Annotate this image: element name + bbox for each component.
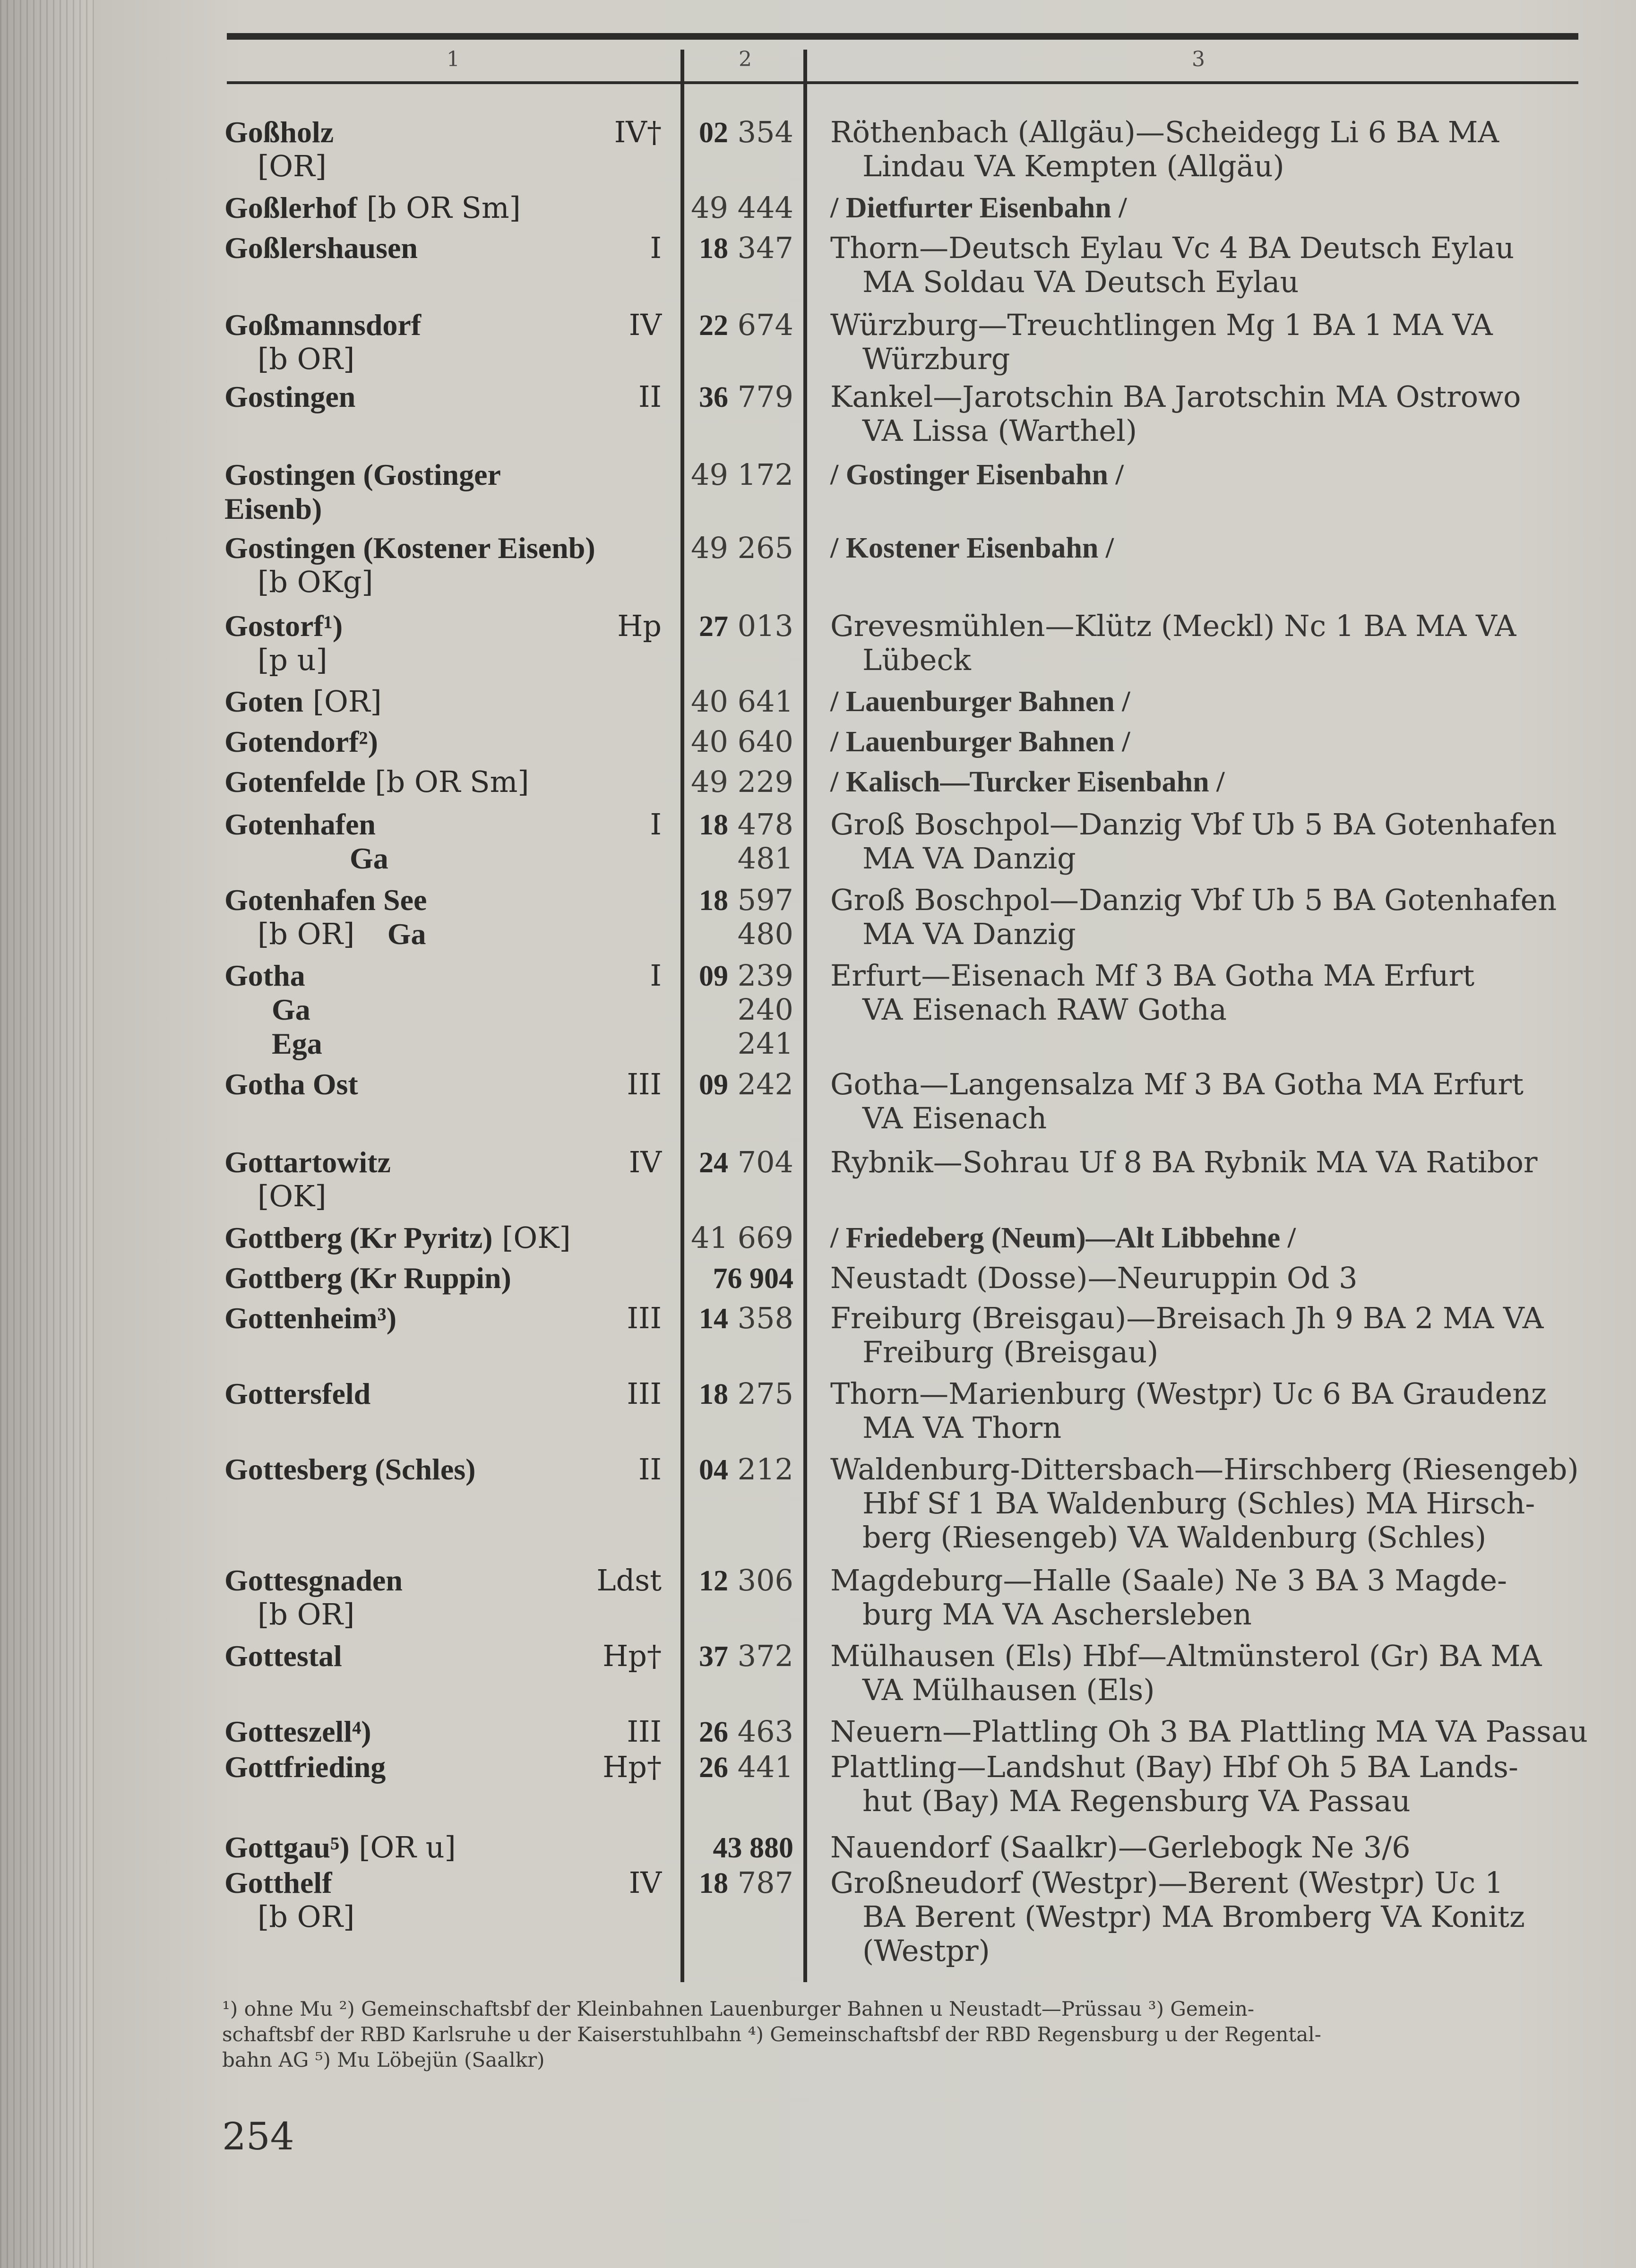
station-qualifier: [b OR Sm] xyxy=(365,765,529,799)
route-line-3: (Westpr) xyxy=(862,1933,990,1968)
station-name-text: Gostingen (Kostener Eisenb) xyxy=(224,531,595,565)
station-name-text: Gottenheim³) xyxy=(224,1301,396,1335)
station-name-text: Gotthelf xyxy=(224,1866,332,1899)
station-name-line-2 xyxy=(258,147,327,185)
route-line-2: VA Eisenach RAW Gotha xyxy=(862,992,1227,1027)
station-number-suffix: 347 xyxy=(737,231,793,265)
station-number xyxy=(699,1864,793,1902)
station-name-line-2-text: [b OR] xyxy=(258,1597,355,1632)
station-qualifier: [OK] xyxy=(492,1220,571,1255)
station-name-line-2-text: Ga xyxy=(350,842,388,875)
station-name-text: Gotha Ost xyxy=(224,1067,358,1101)
station-name-line-2-text: Ga xyxy=(272,993,310,1026)
station-name xyxy=(224,1375,370,1413)
footnote-line-1: ¹) ohne Mu ²) Gemeinschaftsbf der Kleinbahnen Lauenburger Bahnen u Neustadt—Prüssau ³) Gemein- xyxy=(222,1997,1255,2020)
station-number-prefix: 43 880 xyxy=(713,1832,793,1864)
column-number-2: 2 xyxy=(739,47,752,71)
station-number-suffix: 41 669 xyxy=(691,1220,793,1255)
station-number-suffix: 597 xyxy=(737,883,793,917)
station-name-text: Gotha xyxy=(224,959,305,992)
station-name xyxy=(224,378,355,416)
station-number-prefix: 26 xyxy=(698,1716,728,1748)
route-line-1: Kankel—Jarotschin BA Jarotschin MA Ostrowo xyxy=(830,379,1521,414)
station-number xyxy=(699,1065,793,1103)
station-number-prefix: 12 xyxy=(698,1565,728,1597)
route-line-2: VA Eisenach xyxy=(862,1101,1047,1135)
station-name-line-2 xyxy=(258,563,373,601)
station-name-text: Gottesgnaden xyxy=(224,1564,403,1597)
route-line-1: Groß Boschpol—Danzig Vbf Ub 5 BA Gotenhafen xyxy=(830,883,1557,917)
route-line-1: Groß Boschpol—Danzig Vbf Ub 5 BA Gotenhafen xyxy=(830,807,1557,842)
station-name xyxy=(224,1065,358,1103)
station-class: I xyxy=(650,958,662,993)
station-name-line-2-text: [b OR] xyxy=(258,917,355,951)
station-number-prefix: 04 xyxy=(698,1454,728,1486)
station-name xyxy=(224,1713,371,1751)
station-name xyxy=(224,957,305,995)
station-class: Hp† xyxy=(603,1639,662,1673)
station-name-line-2 xyxy=(258,1596,354,1633)
station-number-alt: 480 xyxy=(737,917,793,951)
station-number-prefix: 26 xyxy=(698,1752,728,1784)
station-number xyxy=(699,1713,793,1751)
station-class: III xyxy=(627,1067,662,1101)
station-class: IV xyxy=(629,1865,662,1900)
station-name-line-2 xyxy=(258,1898,354,1936)
station-class: IV xyxy=(629,1145,662,1179)
route-line-1: Grevesmühlen—Klütz (Meckl) Nc 1 BA MA VA xyxy=(830,609,1516,643)
station-name-line-2-text: [p u] xyxy=(258,643,327,677)
station-number-suffix: 441 xyxy=(737,1750,793,1784)
route-line-2: VA Lissa (Warthel) xyxy=(862,413,1137,448)
station-number-suffix: 306 xyxy=(737,1563,793,1598)
route-line-1: / Lauenburger Bahnen / xyxy=(830,686,1130,718)
station-qualifier: [OR u] xyxy=(349,1830,456,1864)
route-line-2: Lübeck xyxy=(862,643,971,677)
station-name xyxy=(224,683,382,721)
station-number-suffix: 49 265 xyxy=(691,531,793,565)
station-number-suffix: 704 xyxy=(737,1145,793,1179)
station-class: I xyxy=(650,807,662,842)
station-number-prefix: 18 xyxy=(698,232,728,265)
station-name xyxy=(224,1259,511,1297)
station-name-text: Goten xyxy=(224,685,304,718)
station-number-suffix: 40 641 xyxy=(691,684,793,719)
route-line-1: Nauendorf (Saalkr)—Gerlebogk Ne 3/6 xyxy=(830,1830,1411,1864)
station-class: I xyxy=(650,231,662,265)
station-number xyxy=(691,763,793,801)
route-line-1: / Kalisch—Turcker Eisenbahn / xyxy=(830,766,1225,798)
station-name-text: Gottersfeld xyxy=(224,1377,371,1410)
station-number xyxy=(691,723,793,761)
station-number xyxy=(699,113,793,151)
station-class: III xyxy=(627,1714,662,1749)
station-number xyxy=(699,957,793,995)
station-number-suffix: 49 172 xyxy=(691,457,793,492)
footnote-line-2: schaftsbf der RBD Karlsruhe u der Kaiserstuhlbahn ⁴) Gemeinschaftsbf der RBD Regensburg u der Regental- xyxy=(222,2023,1321,2046)
station-name xyxy=(224,529,595,567)
station-class: II xyxy=(638,379,662,414)
route-line-1: Würzburg—Treuchtlingen Mg 1 BA 1 MA VA xyxy=(830,308,1493,342)
station-number xyxy=(699,1451,793,1488)
route-line-1: Großneudorf (Westpr)—Berent (Westpr) Uc 1 xyxy=(830,1865,1504,1900)
station-number xyxy=(699,607,793,645)
station-name-text: Goßlerhof xyxy=(224,191,357,224)
station-name-text: Gostingen (Gostinger xyxy=(224,458,501,491)
route-line-2: burg MA VA Aschersleben xyxy=(862,1597,1252,1632)
station-number-suffix: 49 229 xyxy=(691,765,793,799)
station-name-text: Gottberg (Kr Pyritz) xyxy=(224,1221,493,1254)
station-name-line-3-text: Ega xyxy=(272,1027,322,1060)
station-name xyxy=(224,229,418,267)
station-name-line-3 xyxy=(272,1025,322,1063)
route-line-2: MA VA Danzig xyxy=(862,841,1076,876)
station-name xyxy=(224,806,376,843)
station-class: Hp† xyxy=(603,1750,662,1784)
station-name-text: Gotteszell⁴) xyxy=(224,1715,371,1748)
route-line-1: / Kostener Eisenbahn / xyxy=(830,532,1114,564)
route-line-1: Erfurt—Eisenach Mf 3 BA Gotha MA Erfurt xyxy=(830,958,1475,993)
station-number-suffix: 40 640 xyxy=(691,724,793,759)
station-number xyxy=(713,1259,794,1297)
station-class: Hp xyxy=(617,609,662,643)
station-class: III xyxy=(627,1376,662,1411)
station-number-prefix: 18 xyxy=(698,809,728,841)
page-number: 254 xyxy=(222,2114,294,2158)
station-number-suffix: 372 xyxy=(737,1639,793,1673)
station-number-alt: 481 xyxy=(737,841,793,876)
station-number xyxy=(699,1375,793,1413)
station-name-text: Goßholz xyxy=(224,115,334,149)
station-number xyxy=(699,1748,793,1786)
station-name-line-2-text: [OR] xyxy=(258,149,327,183)
route-line-1: / Friedeberg (Neum)—Alt Libbehne / xyxy=(830,1222,1296,1254)
station-number xyxy=(691,189,793,227)
route-line-2: BA Berent (Westpr) MA Bromberg VA Konitz xyxy=(862,1899,1525,1934)
station-number-prefix: 36 xyxy=(698,381,728,413)
station-name xyxy=(224,113,334,151)
station-name-text: Gottberg (Kr Ruppin) xyxy=(224,1261,511,1295)
station-name-line-2 xyxy=(258,641,327,679)
station-name-line-2-text: Eisenb) xyxy=(224,492,322,525)
station-name-line-2-text: [OK] xyxy=(258,1179,327,1213)
station-qualifier: [OR] xyxy=(303,684,382,719)
station-name-line-2 xyxy=(258,915,426,953)
station-name xyxy=(224,189,521,227)
station-name-text: Gottestal xyxy=(224,1639,342,1673)
station-number xyxy=(699,1143,793,1181)
station-name-text: Gotenhafen xyxy=(224,808,376,841)
station-number-prefix: 76 904 xyxy=(713,1263,793,1295)
station-number-suffix: 358 xyxy=(737,1301,793,1335)
station-number-suffix: 013 xyxy=(737,609,793,643)
station-number xyxy=(713,1829,794,1866)
station-name xyxy=(224,763,529,801)
route-line-1: Freiburg (Breisgau)—Breisach Jh 9 BA 2 MA VA xyxy=(830,1301,1544,1335)
station-number xyxy=(699,378,793,416)
station-number-prefix: 24 xyxy=(698,1147,728,1179)
footnote-line-3: bahn AG ⁵) Mu Löbejün (Saalkr) xyxy=(222,2048,545,2071)
station-number-suffix: 787 xyxy=(737,1865,793,1900)
station-name xyxy=(224,723,378,761)
route-line-1: Mülhausen (Els) Hbf—Altmünsterol (Gr) BA MA xyxy=(830,1639,1542,1673)
station-number xyxy=(699,1637,793,1675)
column-number-1: 1 xyxy=(447,47,460,71)
station-number-prefix: 37 xyxy=(698,1641,728,1673)
station-name-text: Gostorf¹) xyxy=(224,609,343,643)
station-name xyxy=(224,1562,403,1599)
station-number-suffix: 674 xyxy=(737,308,793,342)
station-name-text: Gotenhafen See xyxy=(224,883,427,917)
route-line-1: Waldenburg-Dittersbach—Hirschberg (Riesengeb) xyxy=(830,1452,1579,1486)
route-line-1: Thorn—Marienburg (Westpr) Uc 6 BA Graudenz xyxy=(830,1376,1547,1411)
station-name xyxy=(224,456,501,494)
route-line-1: Thorn—Deutsch Eylau Vc 4 BA Deutsch Eylau xyxy=(830,231,1515,265)
station-name xyxy=(224,607,343,645)
station-name-text: Gottartowitz xyxy=(224,1145,391,1179)
route-line-2: Würzburg xyxy=(862,342,1010,376)
route-line-1: / Dietfurter Eisenbahn / xyxy=(830,192,1127,224)
station-number-prefix: 18 xyxy=(698,1378,728,1410)
station-name xyxy=(224,1219,571,1257)
route-line-1: Plattling—Landshut (Bay) Hbf Oh 5 BA Lands- xyxy=(830,1750,1518,1784)
station-number-prefix: 18 xyxy=(698,1867,728,1899)
route-line-1: / Gostinger Eisenbahn / xyxy=(830,459,1124,491)
station-class: IV† xyxy=(614,115,662,149)
route-line-2: VA Mülhausen (Els) xyxy=(862,1673,1155,1707)
station-name-text: Gotenfelde xyxy=(224,765,366,799)
station-number-prefix: 27 xyxy=(698,610,728,643)
station-class: III xyxy=(627,1301,662,1335)
column-number-3: 3 xyxy=(1192,47,1205,71)
station-number xyxy=(699,881,793,919)
route-line-2: MA Soldau VA Deutsch Eylau xyxy=(862,265,1299,299)
route-line-1: Gotha—Langensalza Mf 3 BA Gotha MA Erfurt xyxy=(830,1067,1524,1101)
station-name xyxy=(224,1748,386,1786)
station-number xyxy=(691,1219,793,1257)
station-name-text: Gottgau⁵) xyxy=(224,1830,350,1864)
route-line-2: Hbf Sf 1 BA Waldenburg (Schles) MA Hirsch- xyxy=(862,1486,1535,1521)
station-name-line-2 xyxy=(258,340,354,378)
station-qualifier: [b OR Sm] xyxy=(357,190,521,225)
station-number xyxy=(691,456,793,494)
route-line-1: / Lauenburger Bahnen / xyxy=(830,726,1130,758)
station-name-line-2-text: [b OR] xyxy=(258,1899,355,1934)
route-line-1: Neustadt (Dosse)—Neuruppin Od 3 xyxy=(830,1261,1358,1295)
station-name-text: Goßmannsdorf xyxy=(224,308,422,342)
station-number-suffix: 779 xyxy=(737,379,793,414)
station-name xyxy=(224,1451,475,1488)
station-name-text: Gostingen xyxy=(224,380,356,413)
station-name xyxy=(224,1829,456,1866)
station-number xyxy=(699,1562,793,1599)
station-number xyxy=(699,306,793,344)
station-number-prefix: 02 xyxy=(698,117,728,149)
route-line-1: Magdeburg—Halle (Saale) Ne 3 BA 3 Magde- xyxy=(830,1563,1507,1598)
station-number-suffix: 49 444 xyxy=(691,190,793,225)
station-name xyxy=(224,1864,332,1902)
station-name xyxy=(224,1637,342,1675)
station-number-suffix: 463 xyxy=(737,1714,793,1749)
station-class: II xyxy=(638,1452,662,1486)
station-number-prefix: 09 xyxy=(698,960,728,992)
station-name-text: Gottfrieding xyxy=(224,1750,386,1784)
station-class: Ldst xyxy=(596,1563,662,1598)
station-number-suffix: 242 xyxy=(737,1067,793,1101)
station-name-line-2 xyxy=(272,991,310,1029)
station-name-text: Gottesberg (Schles) xyxy=(224,1452,476,1486)
station-number-suffix: 275 xyxy=(737,1376,793,1411)
station-name xyxy=(224,881,427,919)
route-line-1: Neuern—Plattling Oh 3 BA Plattling MA VA Passau xyxy=(830,1714,1588,1749)
route-line-3: berg (Riesengeb) VA Waldenburg (Schles) xyxy=(862,1520,1487,1555)
station-number xyxy=(699,806,793,843)
station-name-text: Goßlershausen xyxy=(224,231,418,265)
station-name-line-2-text: [b OKg] xyxy=(258,565,373,599)
route-line-2: Freiburg (Breisgau) xyxy=(862,1335,1159,1369)
station-number-prefix: 14 xyxy=(698,1303,728,1335)
route-line-1: Röthenbach (Allgäu)—Scheidegg Li 6 BA MA xyxy=(830,115,1499,149)
station-number-alt-2: 241 xyxy=(737,1026,793,1061)
station-tariff-code: Ga xyxy=(387,917,426,951)
station-number-prefix: 22 xyxy=(698,309,728,342)
station-name xyxy=(224,1143,391,1181)
station-name xyxy=(224,1299,396,1337)
station-name-line-2-text: [b OR] xyxy=(258,342,355,376)
station-name xyxy=(224,306,421,344)
station-number xyxy=(691,683,793,721)
route-line-2: Lindau VA Kempten (Allgäu) xyxy=(862,149,1284,183)
station-number-prefix: 18 xyxy=(698,885,728,917)
route-line-2: MA VA Danzig xyxy=(862,917,1076,951)
route-line-2: MA VA Thorn xyxy=(862,1410,1062,1445)
route-line-2: hut (Bay) MA Regensburg VA Passau xyxy=(862,1784,1411,1818)
station-number-prefix: 09 xyxy=(698,1069,728,1101)
route-line-1: Rybnik—Sohrau Uf 8 BA Rybnik MA VA Ratibor xyxy=(830,1145,1538,1179)
station-number xyxy=(699,229,793,267)
station-number-suffix: 239 xyxy=(737,958,793,993)
station-number xyxy=(691,529,793,567)
station-name-text: Gotendorf²) xyxy=(224,725,378,758)
station-class: IV xyxy=(629,308,662,342)
station-number-suffix: 354 xyxy=(737,115,793,149)
station-number-suffix: 212 xyxy=(737,1452,793,1486)
station-number-alt: 240 xyxy=(737,992,793,1027)
station-name-line-2 xyxy=(258,1177,327,1215)
station-number xyxy=(699,1299,793,1337)
station-name-line-2 xyxy=(224,490,322,528)
station-name-line-2 xyxy=(350,840,388,877)
station-number-suffix: 478 xyxy=(737,807,793,842)
